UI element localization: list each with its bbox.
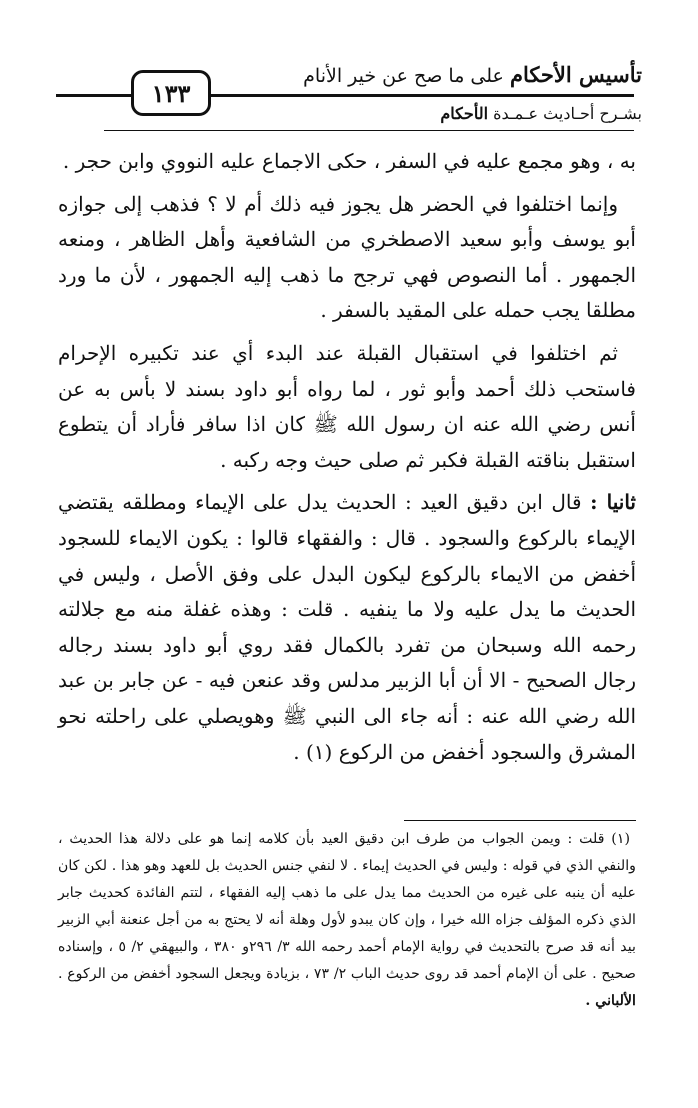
- running-header-subtitle: [440, 103, 642, 125]
- paragraph-3: ثم اختلفوا في استقبال القبلة عند البدء أي عند تكبيره الإحرام فاستحب ذلك أحمد وأبو ثور ، لما رواه أبو داود بسند لا بأس به عن أنس رضي الله عنه ان رسول الله ﷺ كان اذا سافر فأراد أن يتطوع استقبل بناقته القبلة فكبر ثم صلى حيث وجه ركبه .: [58, 340, 636, 472]
- running-header-title: [303, 62, 642, 89]
- paragraph-2: وإنما اختلفوا في الحضر هل يجوز فيه ذلك أم لا ؟ فذهب إلى جوازه أبو يوسف وأبو سعيد الاصطخري من الشافعية وأهل الظاهر ، ومنعه الجمهور . أما النصوص فهي ترجح ما ذهب إليه الجمهور ، لأن ما ورد مطلقا يجب حمله على المقيد بالسفر .: [58, 191, 636, 323]
- footnote-paragraph: [58, 826, 636, 1015]
- subtitle-prefix: بشـرح أحـاديث عـمـدة: [493, 104, 642, 123]
- paragraph-4: [58, 485, 636, 770]
- book-title-bold: تأسيس الأحكام: [509, 62, 642, 87]
- paragraph-4-text: قال ابن دقيق العيد : الحديث يدل على الإيماء ومطلقه يقتضي الإيماء بالركوع والسجود . قال : والفقهاء قالوا : يكون الايماء للسجود أخفض من الايماء بالركوع ليكون البدل على وفق الأصل ، وليس في الحديث ما يدل عليه ولا ما ينفيه . قلت : وهذه غفلة منه مع جلالته رحمه الله وسبحان من تفرد بالكمال فقد روي أبو داود بسند رجاله رجال الصحيح - الا أن أبا الزبير مدلس وقد عنعن فيه - عن جابر بن عبد الله رضي الله عنه : أنه جاء الى النبي ﷺ وهويصلي على راحلته نحو المشرق والسجود أخفض من الركوع (١) .: [58, 490, 636, 764]
- footnote-author: الألباني .: [585, 993, 636, 1009]
- footnote-text: (١) قلت : ويمن الجواب من طرف ابن دقيق العيد بأن كلامه إنما هو على دلالة هذا الحديث ، والنفي الذي في قوله : وليس في الحديث إيماء . لا لنفي جنس الحديث بل للعهد وهو هذا . لكن كان عليه أن ينبه على غيره من الحديث مما يدل على ما ذهب إليه الفقهاء ، لتتم الفائدة كحديث جابر الذي ذكره المؤلف جزاه الله خيرا ، وإن كان يبدو لأول وهلة أنه لا يحتج به من أجل عنعنة أبي الزبير بيد أنه قد صرح بالتحديث في رواية الإمام أحمد رحمه الله ٣/ ٢٩٦و ٣٨٠ ، والبيهقي ٢/ ٥ ، وإسناده صحيح . على أن الإمام أحمد قد روى حديث الباب ٢/ ٧٣ ، بزيادة ويجعل السجود أخفض من الركوع .: [58, 831, 636, 982]
- paragraph-1: به ، وهو مجمع عليه في السفر ، حكى الاجماع عليه النووي وابن حجر .: [62, 149, 636, 173]
- section-label-thaniyan: ثانيا :: [590, 490, 636, 515]
- footnote-separator: [404, 820, 636, 821]
- header-rule-thin: [104, 130, 634, 131]
- book-title-rest: على ما صح عن خير الأنام: [303, 65, 504, 87]
- page-number-badge: ١٣٣: [131, 70, 211, 116]
- main-body: [58, 144, 636, 777]
- footnote: [58, 826, 636, 1015]
- subtitle-bold: الأحكام: [440, 104, 489, 123]
